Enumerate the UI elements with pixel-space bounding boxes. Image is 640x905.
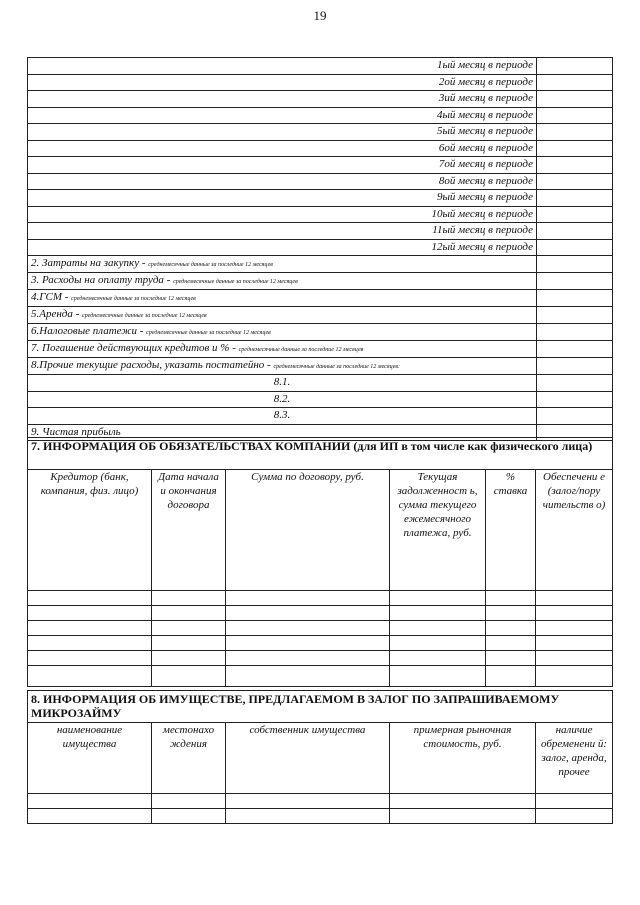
col-current-debt: Текущая задолженност ь, сумма текущего ежемесячного платежа, руб.: [390, 470, 486, 591]
month-label: 9ый месяц в периоде: [28, 190, 537, 207]
expense-value-cell[interactable]: [537, 256, 613, 273]
expense-note: среднемесячные данные за последние 12 месяцев: [146, 330, 271, 336]
other-item-value-cell[interactable]: [537, 391, 613, 408]
table-row: [28, 809, 613, 824]
expense-row: [28, 273, 613, 290]
other-item-label: 8.2.: [28, 391, 537, 408]
expense-row: [28, 290, 613, 307]
month-row: [28, 239, 613, 256]
col-contract-sum: Сумма по договору, руб.: [226, 470, 390, 591]
table-row: [28, 794, 613, 809]
expense-row: [28, 324, 613, 341]
expense-row: [28, 256, 613, 273]
month-label: 11ый месяц в периоде: [28, 223, 537, 240]
month-label: 8ой месяц в периоде: [28, 173, 537, 190]
month-label: 7ой месяц в периоде: [28, 157, 537, 174]
other-item-label: 8.3.: [28, 408, 537, 425]
expense-label: 8.Прочие текущие расходы, указать постатейно -: [31, 359, 271, 371]
other-item-row: [28, 408, 613, 425]
expense-label: 6.Налоговые платежи -: [31, 325, 144, 337]
month-value-cell[interactable]: [537, 190, 613, 207]
month-value-cell[interactable]: [537, 239, 613, 256]
expense-note: среднемесячные данные за последние 12 месяцев: [71, 296, 196, 302]
section8-title: 8. ИНФОРМАЦИЯ ОБ ИМУЩЕСТВЕ, ПРЕДЛАГАЕМОМ В ЗАЛОГ ПО ЗАПРАШИВАЕМОМУ МИКРОЗАЙМУ: [28, 691, 613, 723]
page-number: 19: [313, 8, 327, 23]
expense-cell: [28, 358, 537, 375]
month-value-cell[interactable]: [537, 140, 613, 157]
expense-note: среднемесячные данные за последние 12 месяцев: [173, 279, 298, 285]
expense-value-cell[interactable]: [537, 273, 613, 290]
month-row: [28, 190, 613, 207]
month-label: 2ой месяц в периоде: [28, 74, 537, 91]
section7-title: 7. ИНФОРМАЦИЯ ОБ ОБЯЗАТЕЛЬСТВАХ КОМПАНИИ (для ИП в том числе как физического лица): [28, 438, 613, 470]
col-property-name: наименование имущества: [28, 723, 152, 794]
expense-cell: [28, 290, 537, 307]
expense-note: среднемесячные данные за последние 12 месяцев:: [273, 364, 401, 370]
month-value-cell[interactable]: [537, 91, 613, 108]
table-row: [28, 666, 613, 687]
col-owner: собственник имущества: [226, 723, 390, 794]
expense-cell: [28, 324, 537, 341]
col-contract-dates: Дата начала и окончания договора: [152, 470, 226, 591]
expense-cell: [28, 273, 537, 290]
month-row: [28, 91, 613, 108]
table-row: [28, 591, 613, 606]
expense-row: [28, 307, 613, 324]
table-row: [28, 636, 613, 651]
table-row: [28, 621, 613, 636]
month-row: [28, 206, 613, 223]
month-value-cell[interactable]: [537, 74, 613, 91]
month-row: [28, 124, 613, 141]
expense-label: 4.ГСМ -: [31, 291, 69, 303]
expense-note: среднемесячные данные за последние 12 месяцев: [148, 262, 273, 268]
col-rate: % ставка: [486, 470, 536, 591]
other-item-row: [28, 375, 613, 392]
month-value-cell[interactable]: [537, 223, 613, 240]
expense-row: [28, 341, 613, 358]
expense-cell: [28, 307, 537, 324]
expense-value-cell[interactable]: [537, 341, 613, 358]
other-item-value-cell[interactable]: [537, 375, 613, 392]
month-row: [28, 223, 613, 240]
expense-note: среднемесячные данные за последние 12 месяцев: [82, 313, 207, 319]
month-row: [28, 140, 613, 157]
month-label: 4ый месяц в периоде: [28, 107, 537, 124]
month-value-cell[interactable]: [537, 206, 613, 223]
month-label: 3ий месяц в периоде: [28, 91, 537, 108]
col-security: Обеспечени е (залог/пору чительств о): [536, 470, 613, 591]
month-label: 10ый месяц в периоде: [28, 206, 537, 223]
month-value-cell[interactable]: [537, 173, 613, 190]
month-value-cell[interactable]: [537, 58, 613, 75]
other-item-row: [28, 391, 613, 408]
month-label: 12ый месяц в периоде: [28, 239, 537, 256]
month-row: [28, 157, 613, 174]
month-row: [28, 74, 613, 91]
table-row: [28, 606, 613, 621]
expense-note: среднемесячные данные за последние 12 месяцев: [238, 347, 364, 353]
expense-label: 2. Затраты на закупку -: [31, 257, 146, 269]
col-location: местонахо ждения: [152, 723, 226, 794]
month-label: 6ой месяц в периоде: [28, 140, 537, 157]
expense-value-cell[interactable]: [537, 290, 613, 307]
col-creditor: Кредитор (банк, компания, физ. лицо): [28, 470, 152, 591]
other-item-label: 8.1.: [28, 375, 537, 392]
month-label: 5ый месяц в периоде: [28, 124, 537, 141]
expense-label: 7. Погашение действующих кредитов и % -: [31, 342, 236, 354]
obligations-table: [27, 437, 613, 687]
month-row: [28, 173, 613, 190]
expense-cell: [28, 341, 537, 358]
col-encumbrance: наличие обременени й: залог, аренда, прочее: [536, 723, 613, 794]
expense-cell: [28, 256, 537, 273]
income-expense-table: [27, 57, 613, 441]
month-row: [28, 58, 613, 75]
expense-label: 5.Аренда -: [31, 308, 80, 320]
expense-row: [28, 358, 613, 375]
month-value-cell[interactable]: [537, 124, 613, 141]
month-label: 1ый месяц в периоде: [28, 58, 537, 75]
expense-value-cell[interactable]: [537, 324, 613, 341]
month-value-cell[interactable]: [537, 107, 613, 124]
collateral-table: [27, 690, 613, 824]
month-value-cell[interactable]: [537, 157, 613, 174]
net-profit-label: 9. Чистая прибыль: [28, 424, 537, 441]
month-row: [28, 107, 613, 124]
expense-value-cell[interactable]: [537, 358, 613, 375]
other-item-value-cell[interactable]: [537, 408, 613, 425]
expense-value-cell[interactable]: [537, 307, 613, 324]
col-market-value: примерная рыночная стоимость, руб.: [390, 723, 536, 794]
table-row: [28, 651, 613, 666]
expense-label: 3. Расходы на оплату труда -: [31, 274, 171, 286]
